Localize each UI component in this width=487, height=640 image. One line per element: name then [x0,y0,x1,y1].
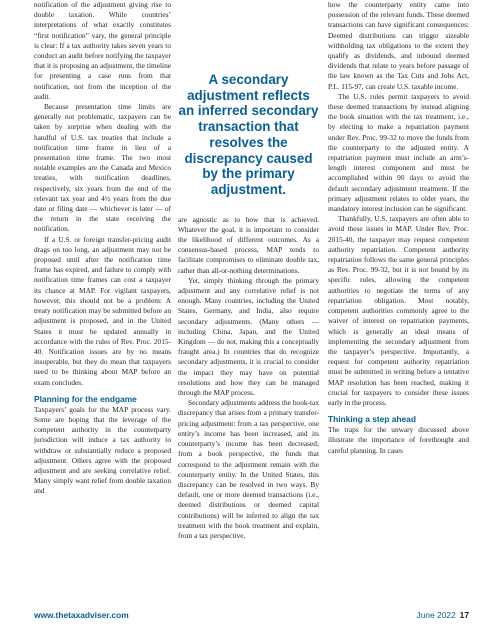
column-1 [34,0,171,497]
column-3 [328,0,469,456]
paragraph: If a U.S. or foreign transfer-pricing audit drags on too long, an adjustment may not be proposed until after the notification time frame has expired, and failure to comply with notification time frames can cost a taxpayer its chance at MAP. For vigilant taxpayers, however, this should not be a problem: A treaty notification may be submitted before an adjustment is proposed, and in the United States it must be updated annually in accordance with the rules of Rev. Proc. 2015-40. Notification issues are by no means insuperable, but they do mean that taxpayers need to be thinking about MAP before an exam concludes. [34,234,171,387]
paragraph: how the counterparty entity came into possession of the relevant funds. These deemed transactions can have significant consequences: Deemed distributions can trigger sizeable withholding tax obligations to the extent they qualify as dividends, and inbound deemed dividends that relate to years before passage of the law known as the Tax Cuts and Jobs Act, P.L. 115-97, can create U.S. taxable income. [328,0,469,91]
website-link[interactable]: www.thetaxadviser.com [34,610,129,620]
issue-date: June 2022 [416,610,456,620]
paragraph: Yet, simply thinking through the primary adjustment and any correlative relief is not enough. Many countries, including the United States, Germany, and India, also require secondary adjustments. (Many others — including China, Japan, and the United Kingdom — do not, making this a conceptually fraught area.) In countries that do recognize secondary adjustments, it is crucial to consider the impact they may have on potential resolutions and how they can be managed through the MAP process. [178,275,319,398]
paragraph: The U.S. rules permit taxpayers to avoid these deemed transactions by instead aligning the book situation with the tax treatment, i.e., by electing to make a repatriation payment under Rev. Proc. 99-32 to move the funds from the counterparty to the adjusted entity. A repatriation payment must include an arm’s-length interest component and must be accomplished within 90 days to avoid the default secondary adjustment treatment. If the primary adjustment relates to older years, the mandatory interest inclusion can be significant. [328,91,469,214]
page-number: 17 [459,610,469,620]
pull-quote: A secondary adjustment reflects an inferred secondary transaction that resolves the discrepancy caused by the primary adjustment. [178,72,319,197]
paragraph: Taxpayers’ goals for the MAP process vary. Some are hoping that the leverage of the competent authority in the counterparty jurisdiction will induce a tax authority to withdraw or substantially reduce a proposed adjustment. Others agree with the proposed adjustment and are seeking correlative relief. Many simply want relief from double taxation and [34,404,171,496]
section-heading: Thinking a step ahead [328,414,416,425]
paragraph: Thankfully, U.S. taxpayers are often able to avoid these issues in MAP. Under Rev. Proc. 2015-40, the taxpayer may request competent authority repatriation. Competent authority repatriation follows the same general principles as Rev. Proc. 99-32, but it is not bound by its specific rules, allowing the competent authorities to negotiate the terms of any repatriation obligation. Most notably, competent authorities commonly agree to the waiver of interest on repatriation payments, which is generally an ideal means of implementing the secondary adjustment from the taxpayer’s perspective. Importantly, a request for competent authority repatriation must be submitted in writing before a tentative MAP resolution has been reached, making it crucial for taxpayers to consider these issues early in the process. [328,214,469,407]
paragraph: are agnostic as to how that is achieved. Whatever the goal, it is important to consider the likelihood of different outcomes. As a consensus-based process, MAP tends to facilitate compromises to eliminate double tax, rather than all-or-nothing determinations. [178,214,319,275]
section-heading: Planning for the endgame [34,393,137,404]
paragraph: The traps for the unwary discussed above illustrate the importance of forethought and careful planning. In cases [328,425,469,455]
issue-info [417,610,469,620]
paragraph: Because presentation time limits are generally not problematic, taxpayers can be taken by surprise when dealing with the handful of U.S. tax treaties that include a notification time frame in lieu of a presentation time frame. The two most notable examples are the Canada and Mexico treaties, with notification deadlines, respectively, six years from the end of the relevant tax year and 4½ years from the due date or filing date — whichever is later — of the return in the state receiving the notification. [34,102,171,234]
page-footer [34,610,469,624]
paragraph: notification of the adjustment giving rise to double taxation. While countries’ interpretations of what exactly constitutes “first notification” vary, the general principle is clear: If a tax authority takes seven years to conduct an audit before notifying the taxpayer that it is proposing an adjustment, the timeline for presenting a case runs from that notification, not from the inception of the audit. [34,0,171,101]
paragraph: Secondary adjustments address the book-tax discrepancy that arises from a primary transfer-pricing adjustment: from a tax perspective, one entity’s income has been increased, and its counterparty’s income has been decreased; from a book perspective, the funds that correspond to the adjustment remain with the counterparty entity. In the United States, this discrepancy can be resolved in two ways. By default, one or more deemed transactions (i.e., deemed distributions or deemed capital contributions) will be inferred to align the tax treatment with the book treatment and explain, from a tax perspective, [178,398,319,540]
column-2 [178,0,319,541]
